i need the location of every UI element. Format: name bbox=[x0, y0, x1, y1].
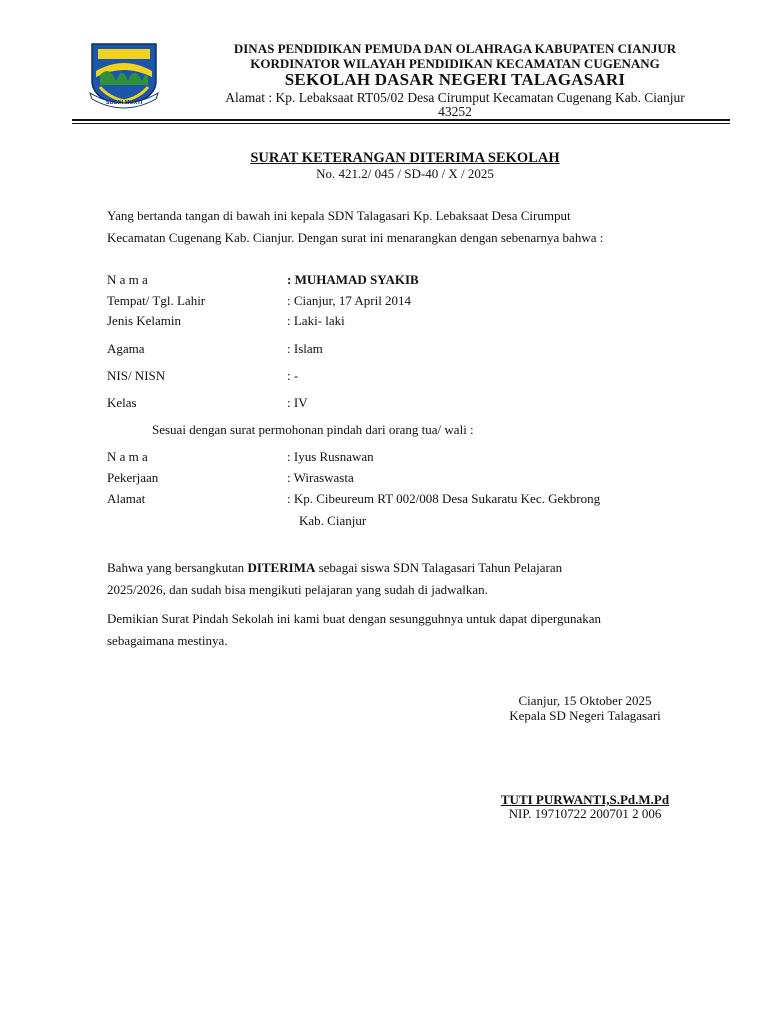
accepted-statement-line-2: 2025/2026, dan sudah bisa mengikuti pelajaran yang sudah di jadwalkan. bbox=[107, 582, 488, 597]
intro-line-2: Kecamatan Cugenang Kab. Cianjur. Dengan surat ini menarangkan dengan sebenarnya bahwa : bbox=[107, 230, 604, 245]
closing-line-1: Demikian Surat Pindah Sekolah ini kami buat dengan sesungguhnya untuk dapat dipergunakan bbox=[107, 611, 602, 626]
header-agency: DINAS PENDIDIKAN PEMUDA DAN OLAHRAGA KABUPATEN CIANJUR bbox=[233, 41, 677, 56]
header-coordinator: KORDINATOR WILAYAH PENDIDIKAN KECAMATAN CUGENANG bbox=[250, 56, 660, 71]
student-class-label: Kelas bbox=[107, 395, 137, 410]
parent-name-label: N a m a bbox=[107, 449, 148, 464]
signature-place-date: Cianjur, 15 Oktober 2025 bbox=[518, 693, 652, 708]
header-postcode: 43252 bbox=[438, 104, 472, 119]
parent-name-value: : Iyus Rusnawan bbox=[287, 449, 374, 464]
parent-address-continued: Kab. Cianjur bbox=[299, 513, 367, 528]
parent-job-label: Pekerjaan bbox=[107, 470, 159, 485]
parent-address-label: Alamat bbox=[107, 491, 146, 506]
student-gender-value: : Laki- laki bbox=[287, 313, 345, 328]
parent-address-value: : Kp. Cibeureum RT 002/008 Desa Sukaratu Kec. Gekbrong bbox=[287, 491, 601, 506]
logo-motto: SUGIH MUKTI bbox=[105, 100, 143, 106]
accepted-post: sebagai siswa SDN Talagasari Tahun Pelajaran bbox=[315, 560, 563, 575]
student-gender-label: Jenis Kelamin bbox=[107, 313, 182, 328]
student-religion-label: Agama bbox=[107, 341, 145, 356]
header-rule-thick bbox=[72, 119, 730, 121]
student-birth-label: Tempat/ Tgl. Lahir bbox=[107, 293, 206, 308]
accepted-pre: Bahwa yang bersangkutan bbox=[107, 560, 248, 575]
signatory-nip: NIP. 19710722 200701 2 006 bbox=[508, 806, 662, 821]
student-name-label: N a m a bbox=[107, 272, 148, 287]
district-logo bbox=[86, 41, 161, 109]
parent-intro: Sesuai dengan surat permohonan pindah dari orang tua/ wali : bbox=[152, 422, 474, 437]
signatory-name: TUTI PURWANTI,S.Pd.M.Pd bbox=[500, 792, 670, 807]
accepted-keyword: DITERIMA bbox=[247, 560, 316, 575]
student-religion-value: : Islam bbox=[287, 341, 323, 356]
parent-job-value: : Wiraswasta bbox=[287, 470, 354, 485]
header-address: Alamat : Kp. Lebaksaat RT05/02 Desa Cirumput Kecamatan Cugenang Kab. Cianjur bbox=[225, 90, 685, 105]
signature-position: Kepala SD Negeri Talagasari bbox=[509, 708, 661, 723]
letter-number: No. 421.2/ 045 / SD-40 / X / 2025 bbox=[316, 166, 494, 181]
student-birth-value: : Cianjur, 17 April 2014 bbox=[287, 293, 412, 308]
student-class-value: : IV bbox=[287, 395, 308, 410]
letter-title: SURAT KETERANGAN DITERIMA SEKOLAH bbox=[250, 150, 560, 166]
student-nis-value: : - bbox=[287, 368, 299, 383]
student-name-value: : MUHAMAD SYAKIB bbox=[287, 272, 419, 287]
closing-line-2: sebagaimana mestinya. bbox=[107, 633, 228, 648]
header-school-name: SEKOLAH DASAR NEGERI TALAGASARI bbox=[284, 70, 626, 89]
header-rule-thin bbox=[72, 123, 730, 124]
student-nis-label: NIS/ NISN bbox=[107, 368, 166, 383]
accepted-statement-line-1 bbox=[107, 560, 562, 576]
intro-line-1: Yang bertanda tangan di bawah ini kepala SDN Talagasari Kp. Lebaksaat Desa Cirumput bbox=[107, 208, 571, 223]
